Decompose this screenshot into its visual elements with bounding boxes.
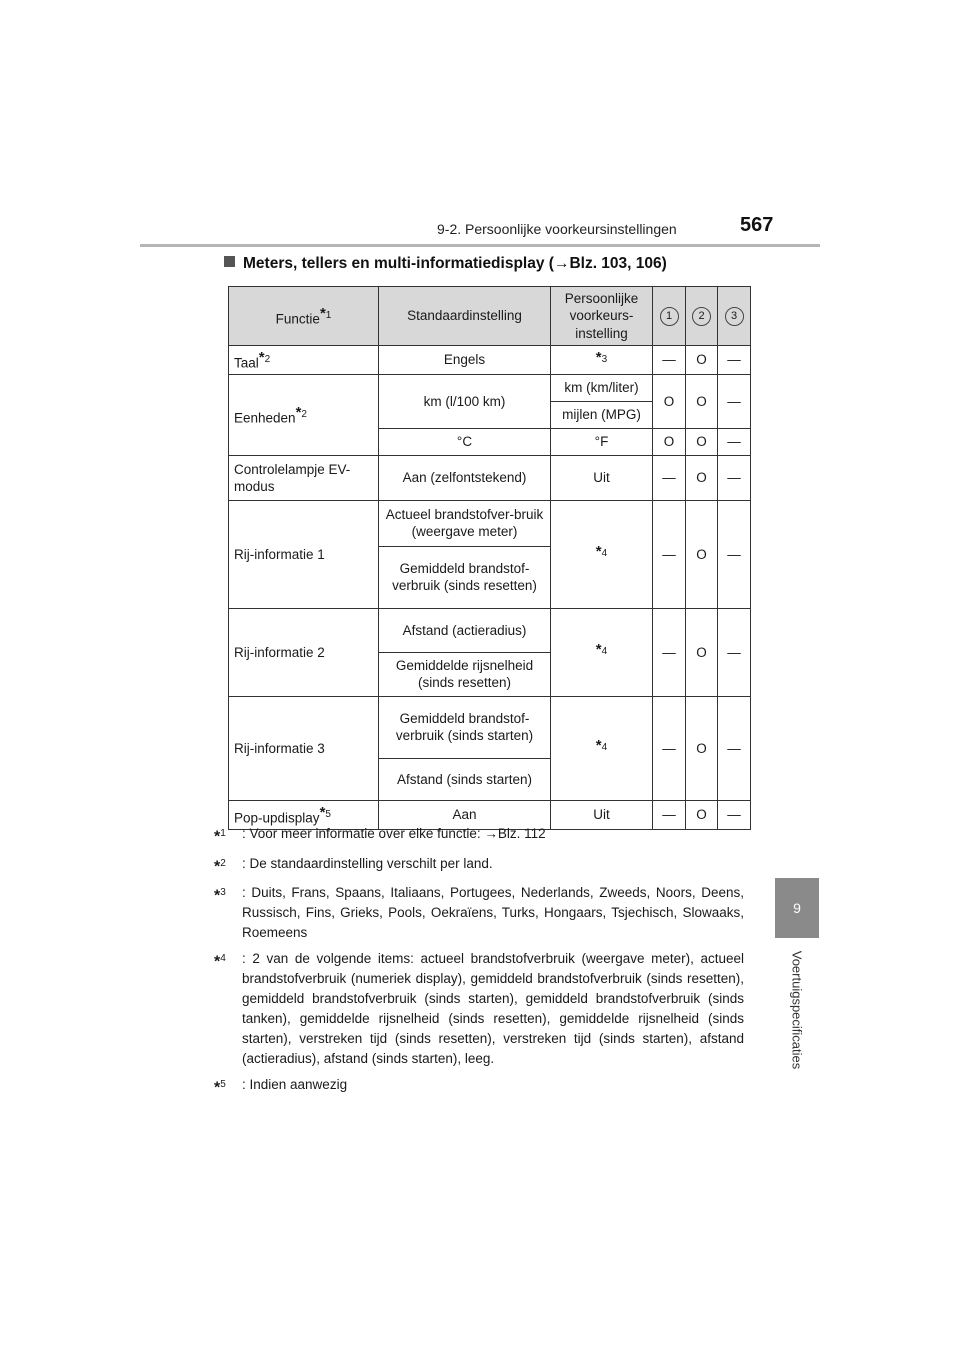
row-label: Pop-updisplay$^{*5}$ [229,800,379,829]
section-title [224,255,667,273]
row-label: Taal$^{*2}$ [229,346,379,375]
row-label: Rij-informatie 1 [229,500,379,608]
table-row: Rij-informatie 2 Afstand (actieradius) $^{*4}$ — O — [229,608,751,652]
chapter-tab [775,878,819,938]
footnotes [214,824,744,1105]
header-col3 [718,287,751,346]
page-number: 567 [740,214,774,236]
table-row: Afstand (sinds starten) [229,758,751,800]
table-row: Taal$^{*2}$ Engels $^{*3}$ — O — [229,346,751,375]
table-row: Rij-informatie 1 Actueel brandstofver-bruik (weergave meter) $^{*4}$ — O — [229,500,751,546]
row-label: Rij-informatie 3 [229,696,379,800]
footnote: *$^5$ : Indien aanwezig [214,1077,348,1097]
row-label: Controlelampje EV-modus [229,455,379,500]
square-bullet-icon [224,256,235,267]
table-row: Rij-informatie 3 Gemiddeld brandstof-verbruik (sinds starten) $^{*4}$ — O — [229,696,751,758]
section-title-text: Meters, tellers en multi-informatiedisplay (→Blz. 103, 106) [243,255,667,272]
footnote: *$^3$ : Duits, Frans, Spaans, Italiaans, Portugees, Nederlands, Zweeds, Noors, Deens, Russisch, Fins, Grieks, Pools, Oekraïens, Turks, Hongaars, Tsjechisch, Slowaaks, Roemeens [214,885,744,940]
table-row: mijlen (MPG) [229,401,751,428]
row-label: Eenheden$^{*2}$ [229,374,379,455]
header-function: Functie$^{*1}$ [229,287,379,346]
header-default: Standaardinstelling [379,287,551,346]
table-row: Pop-updisplay$^{*5}$ Aan Uit — O — [229,800,751,829]
table-row: Eenheden$^{*2}$ km (l/100 km) km (km/liter) O O — [229,374,751,401]
table-row: °C °F O O — [229,428,751,455]
table-row: Controlelampje EV-modus Aan (zelfontstekend) Uit — O — [229,455,751,500]
header-rule [140,244,820,247]
circled-number-2: 2 [692,307,711,326]
row-label: Rij-informatie 2 [229,608,379,696]
header-col1 [653,287,686,346]
footnote: *$^1$ : Voor meer informatie over elke functie: →Blz. 112 [214,826,546,846]
settings-table [228,286,751,830]
footnote: *$^2$ : De standaardinstelling verschilt per land. [214,855,493,875]
circled-number-3: 3 [725,307,744,326]
chapter-label: Voertuigspecificaties [789,950,805,1070]
header-personal: Persoonlijke voorkeurs-instelling [551,287,653,346]
circled-number-1: 1 [660,307,679,326]
table-row: Gemiddeld brandstof-verbruik (sinds resetten) [229,546,751,608]
footnote: *$^4$ : 2 van de volgende items: actueel brandstofverbruik (weergave meter), actueel brandstofverbruik (numeriek display), gemiddeld brandstofverbruik (sinds resetten), gemiddeld brandstofverbruik (sinds starten), gemiddeld brandstofverbruik (sinds tanken), gemiddelde rijsnelheid (sinds resetten), gemiddelde rijsnelheid (sinds starten), verstreken tijd (sinds resetten), verstreken tijd (sinds starten), afstand (actieradius), afstand (sinds starten), leeg. [214,951,744,1066]
chapter-number: 9 [793,900,801,916]
table-row: Gemiddelde rijsnelheid (sinds resetten) [229,652,751,696]
header-section-title: 9-2. Persoonlijke voorkeursinstellingen [437,221,677,237]
table-header-row [229,287,751,346]
header-col2 [686,287,718,346]
